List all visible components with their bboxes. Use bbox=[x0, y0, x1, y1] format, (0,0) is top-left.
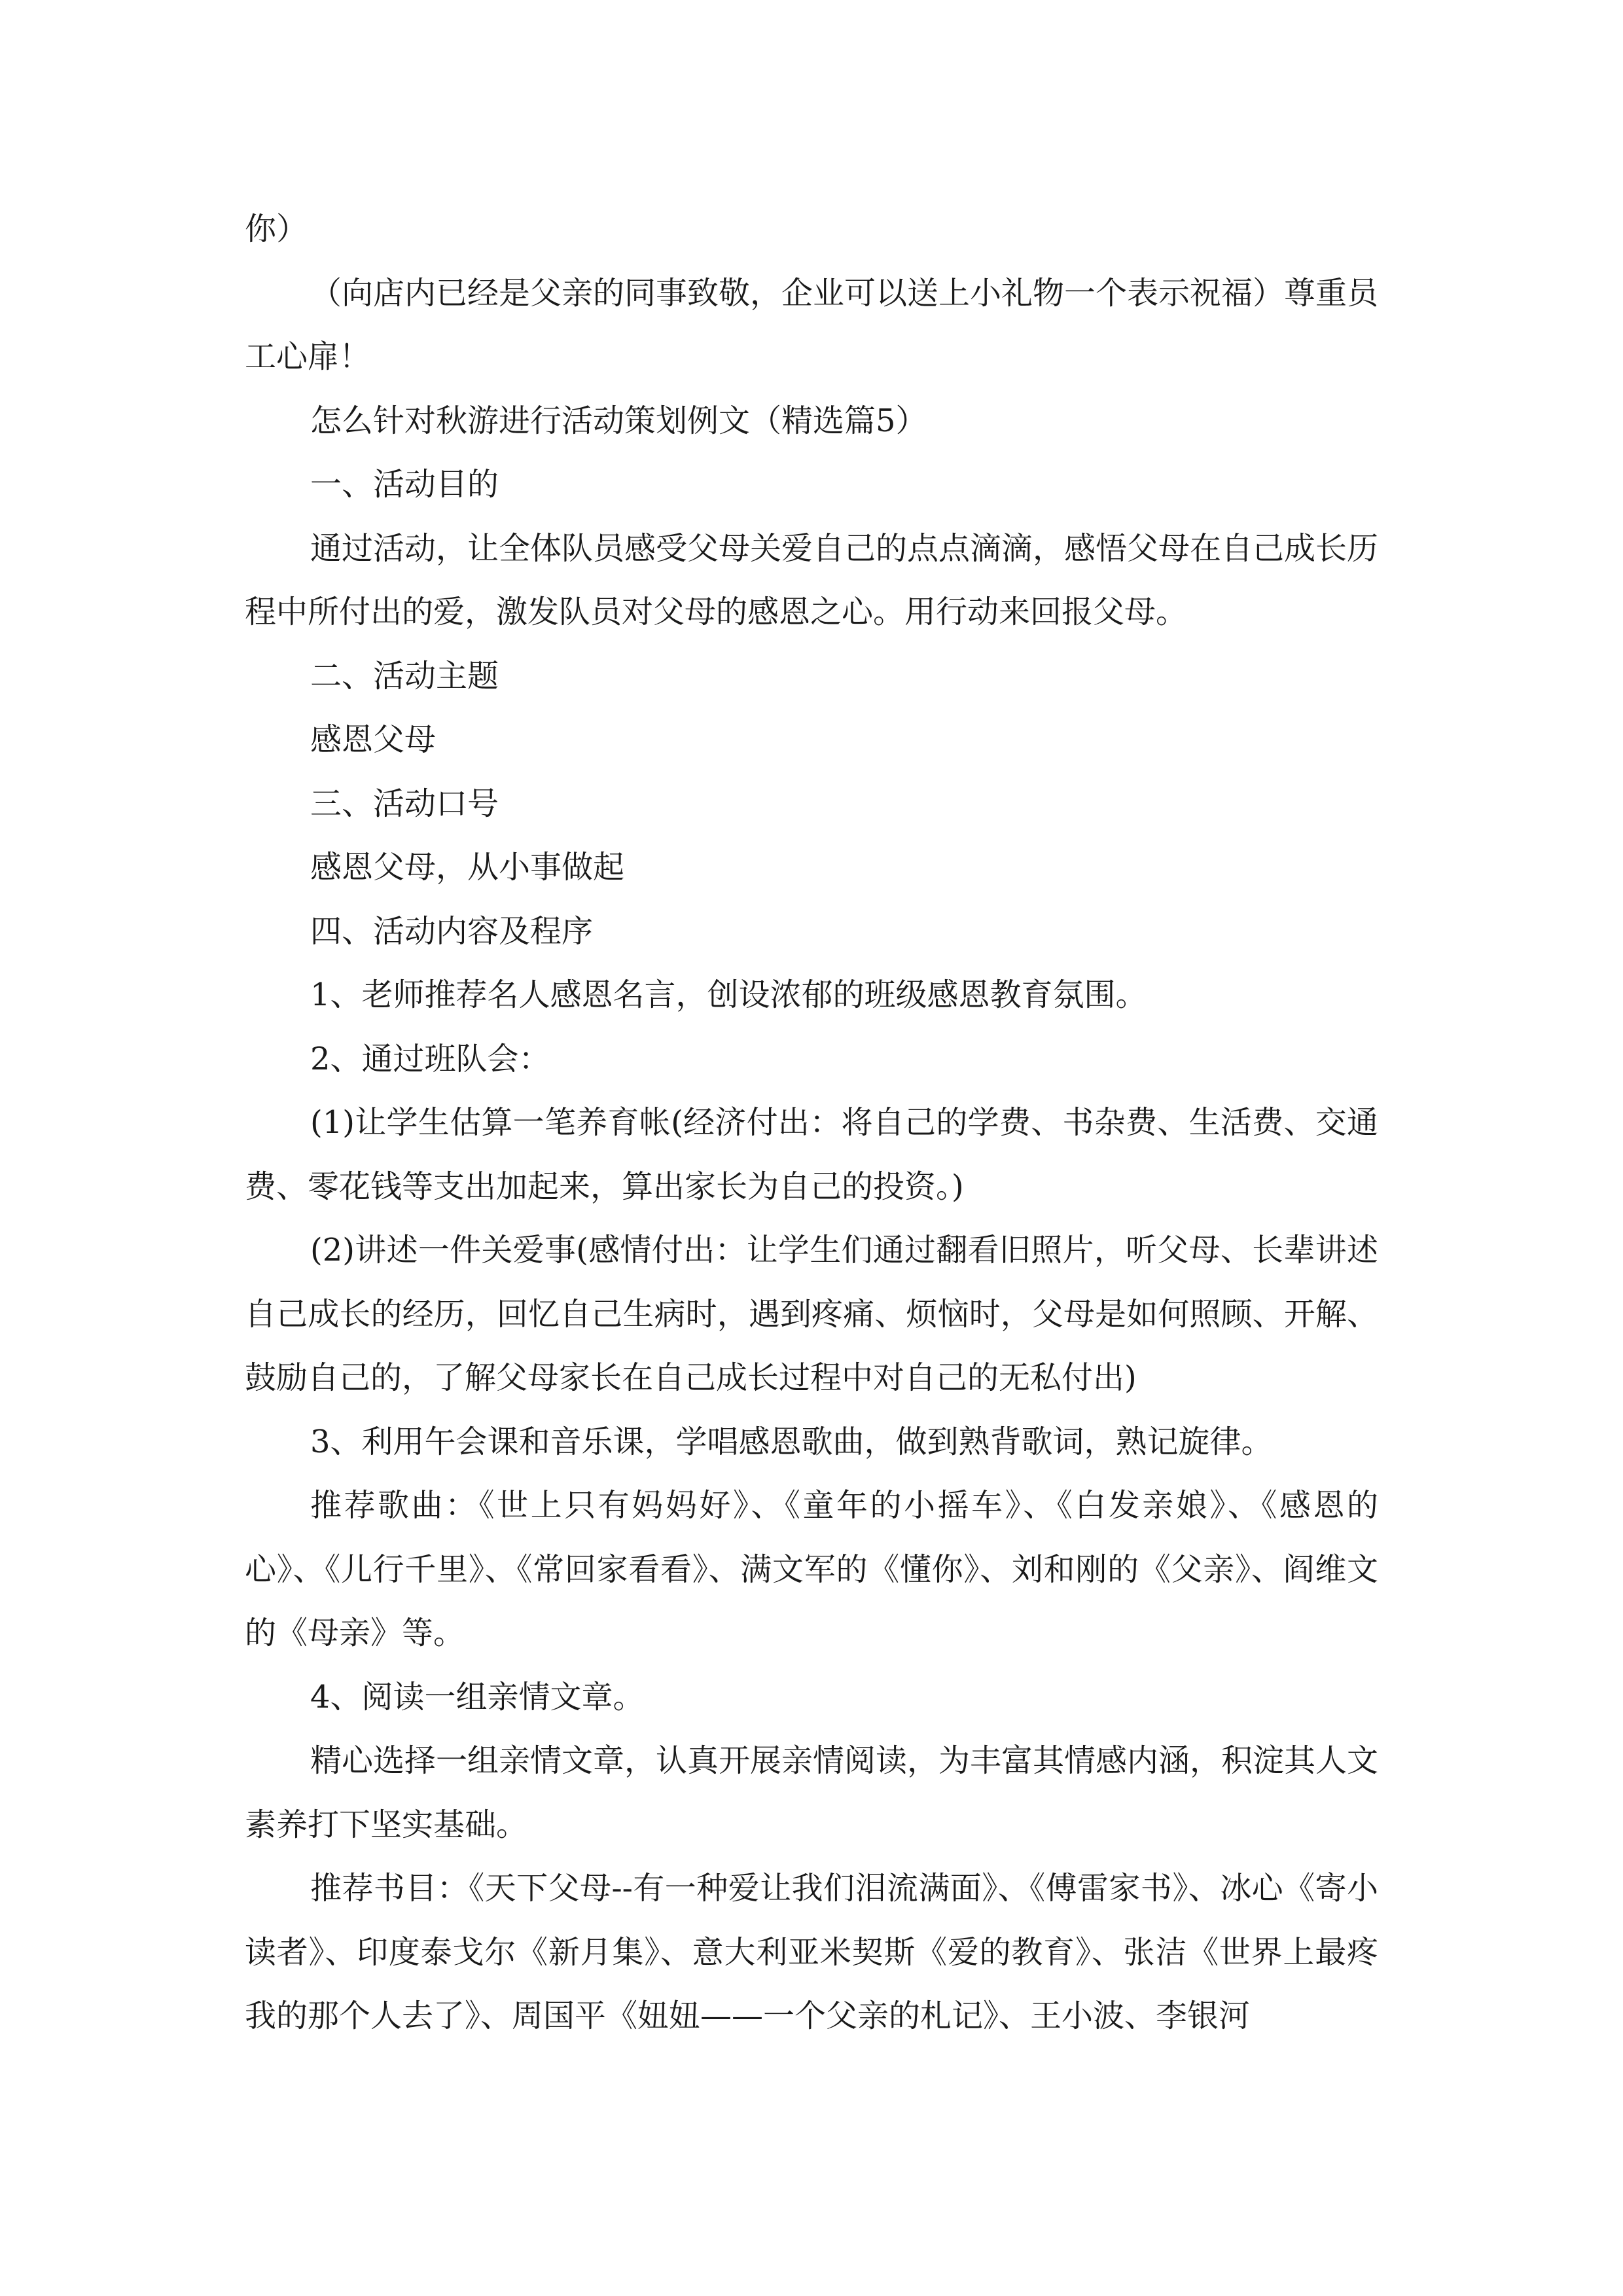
list-item: 3、利用午会课和音乐课，学唱感恩歌曲，做到熟背歌词，熟记旋律。 bbox=[310, 1423, 1273, 1460]
list-item: 4、阅读一组亲情文章。 bbox=[310, 1678, 645, 1715]
list-item: 2、通过班队会： bbox=[310, 1040, 550, 1077]
paragraph: 推荐书目：《天下父母--有一种爱让我们泪流满面》、《傅雷家书》、冰心《寄小读者》、印度泰戈尔《新月集》、意大利亚米契斯《爱的教育》、张洁《世界上最疼我的那个人去了》、周国平《妞妞——一个父亲的札记》、王小波、李银河 bbox=[245, 1870, 1378, 2034]
sub-item: (2)讲述一件关爱事(感情付出：让学生们通过翻看旧照片，听父母、长辈讲述自己成长的经历，回忆自己生病时，遇到疼痛、烦恼时，父母是如何照顾、开解、鼓励自己的，了解父母家长在自己成长过程中对自己的无私付出) bbox=[245, 1232, 1378, 1396]
paragraph: 通过活动，让全体队员感受父母关爱自己的点点滴滴，感悟父母在自己成长历程中所付出的爱，激发队员对父母的感恩之心。用行动来回报父母。 bbox=[245, 529, 1379, 630]
paragraph: 推荐歌曲：《世上只有妈妈好》、《童年的小摇车》、《白发亲娘》、《感恩的心》、《儿行千里》、《常回家看看》、满文军的《懂你》、刘和刚的《父亲》、阎维文的《母亲》等。 bbox=[245, 1487, 1378, 1651]
heading-activity-purpose: 一、活动目的 bbox=[310, 466, 499, 503]
paragraph: 精心选择一组亲情文章，认真开展亲情阅读，为丰富其情感内涵，积淀其人文素养打下坚实基础。 bbox=[245, 1742, 1379, 1843]
heading-activity-theme: 二、活动主题 bbox=[310, 657, 499, 694]
paragraph: 感恩父母，从小事做起 bbox=[310, 849, 625, 886]
paragraph: 你） bbox=[245, 211, 308, 247]
heading-activity-slogan: 三、活动口号 bbox=[310, 785, 499, 822]
paragraph: （向店内已经是父亲的同事致敬，企业可以送上小礼物一个表示祝福）尊重员工心扉！ bbox=[245, 274, 1379, 375]
document-body bbox=[245, 198, 1378, 2049]
sub-item: (1)让学生估算一笔养育帐(经济付出：将自己的学费、书杂费、生活费、交通费、零花钱等支出加起来，算出家长为自己的投资。) bbox=[245, 1104, 1378, 1205]
list-item: 1、老师推荐名人感恩名言，创设浓郁的班级感恩教育氛围。 bbox=[310, 977, 1147, 1013]
paragraph: 感恩父母 bbox=[310, 721, 437, 758]
section-title: 怎么针对秋游进行活动策划例文（精选篇5） bbox=[310, 402, 927, 439]
heading-activity-content: 四、活动内容及程序 bbox=[310, 912, 594, 950]
